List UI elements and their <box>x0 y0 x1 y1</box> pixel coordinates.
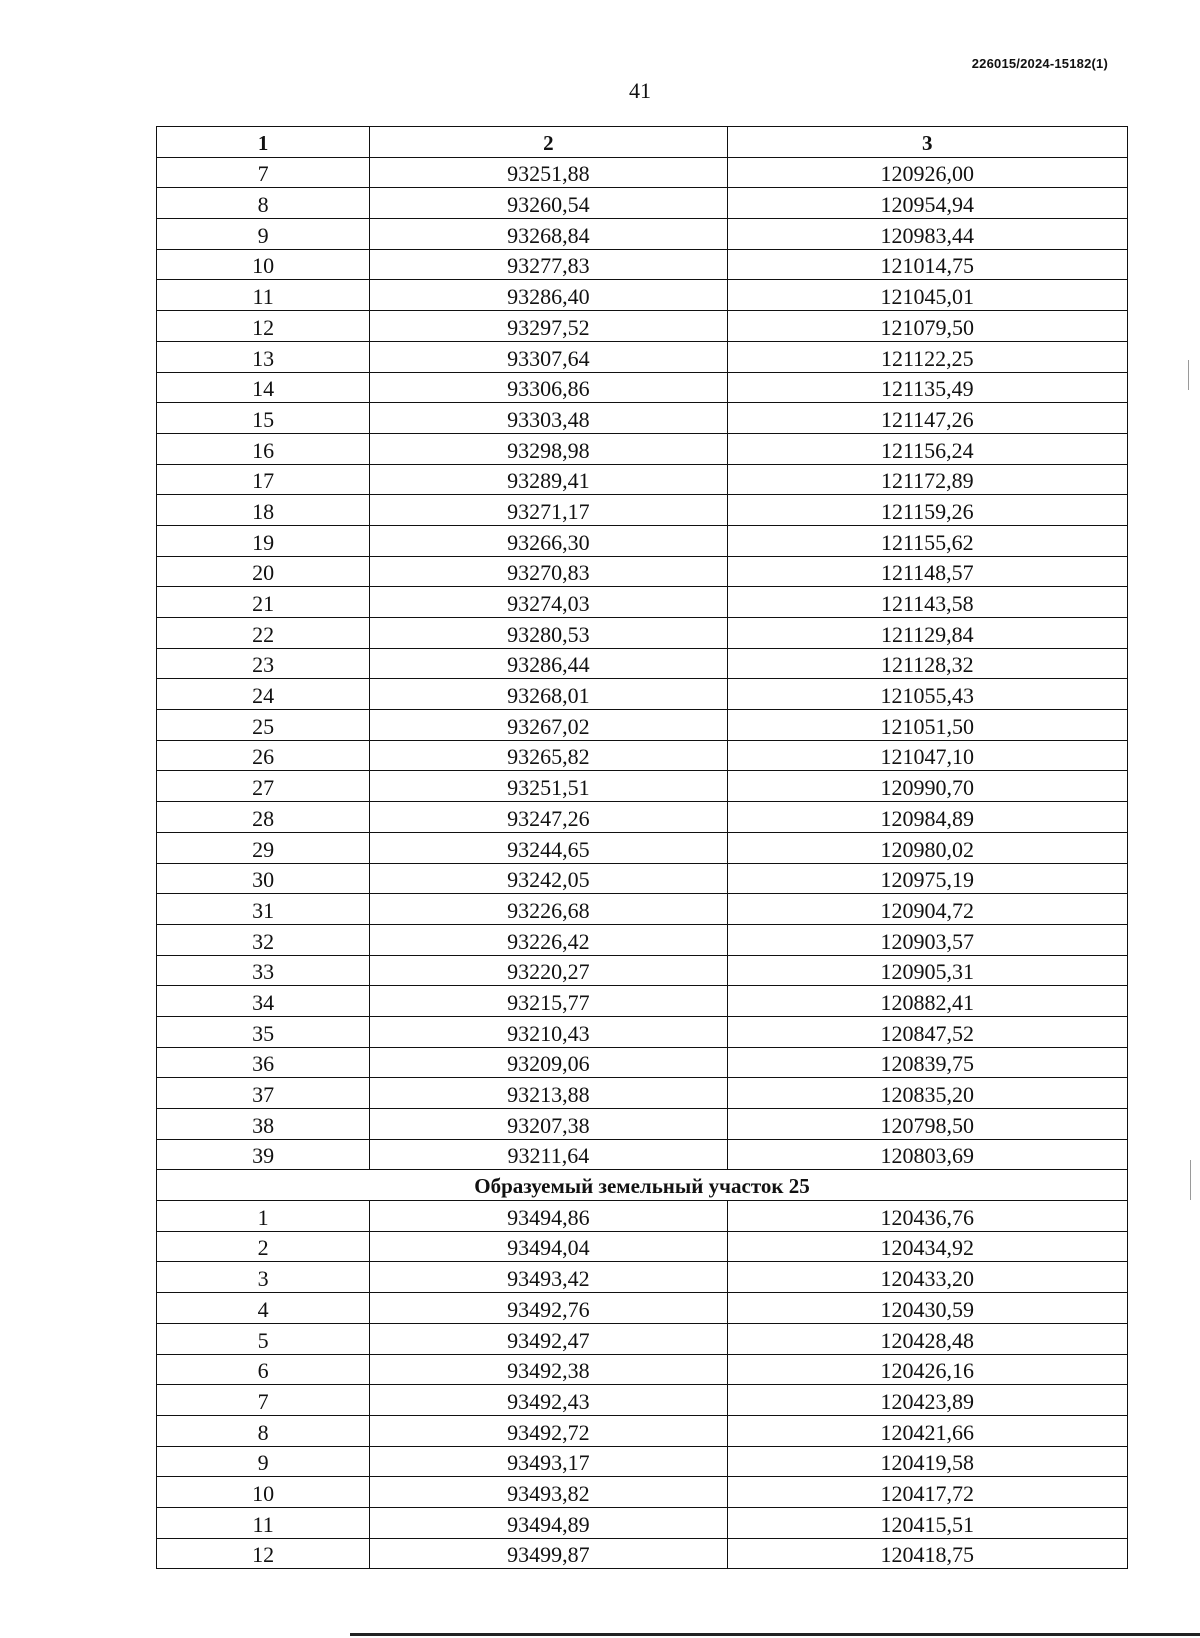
table-row <box>157 1201 1128 1232</box>
table-row <box>157 710 1128 741</box>
cell-x-coordinate: 93209,06 <box>370 1047 727 1078</box>
table-row <box>157 1507 1128 1538</box>
table-row <box>157 802 1128 833</box>
cell-x-coordinate: 93207,38 <box>370 1109 727 1140</box>
cell-point-number: 7 <box>157 1385 370 1416</box>
cell-point-number: 11 <box>157 1507 370 1538</box>
scan-edge-mark <box>1190 1160 1191 1200</box>
cell-y-coordinate: 121159,26 <box>727 495 1127 526</box>
table-row <box>157 771 1128 802</box>
cell-point-number: 9 <box>157 1446 370 1477</box>
cell-x-coordinate: 93289,41 <box>370 464 727 495</box>
cell-point-number: 37 <box>157 1078 370 1109</box>
cell-x-coordinate: 93265,82 <box>370 740 727 771</box>
column-header-y: 3 <box>727 127 1127 158</box>
cell-x-coordinate: 93242,05 <box>370 863 727 894</box>
cell-y-coordinate: 120839,75 <box>727 1047 1127 1078</box>
table-row <box>157 157 1128 188</box>
cell-point-number: 7 <box>157 157 370 188</box>
cell-x-coordinate: 93251,51 <box>370 771 727 802</box>
cell-x-coordinate: 93251,88 <box>370 157 727 188</box>
cell-x-coordinate: 93492,72 <box>370 1415 727 1446</box>
cell-x-coordinate: 93280,53 <box>370 618 727 649</box>
cell-y-coordinate: 120430,59 <box>727 1293 1127 1324</box>
table-row <box>157 587 1128 618</box>
cell-y-coordinate: 121128,32 <box>727 648 1127 679</box>
cell-y-coordinate: 120433,20 <box>727 1262 1127 1293</box>
table-row <box>157 1078 1128 1109</box>
table-row <box>157 832 1128 863</box>
cell-x-coordinate: 93210,43 <box>370 1016 727 1047</box>
column-header-x: 2 <box>370 127 727 158</box>
cell-point-number: 2 <box>157 1231 370 1262</box>
cell-point-number: 38 <box>157 1109 370 1140</box>
cell-x-coordinate: 93226,42 <box>370 924 727 955</box>
table-body-part2 <box>157 1201 1128 1569</box>
cell-point-number: 25 <box>157 710 370 741</box>
bottom-scan-rule <box>350 1633 1200 1636</box>
cell-point-number: 15 <box>157 403 370 434</box>
cell-x-coordinate: 93494,04 <box>370 1231 727 1262</box>
cell-y-coordinate: 121129,84 <box>727 618 1127 649</box>
cell-y-coordinate: 120882,41 <box>727 986 1127 1017</box>
table-row <box>157 1139 1128 1170</box>
cell-point-number: 29 <box>157 832 370 863</box>
cell-point-number: 13 <box>157 341 370 372</box>
table-row <box>157 249 1128 280</box>
section-header-row <box>157 1170 1128 1201</box>
column-header-point-number: 1 <box>157 127 370 158</box>
table-row <box>157 1047 1128 1078</box>
cell-y-coordinate: 121122,25 <box>727 341 1127 372</box>
cell-x-coordinate: 93277,83 <box>370 249 727 280</box>
cell-y-coordinate: 120415,51 <box>727 1507 1127 1538</box>
coordinates-table <box>156 126 1128 1569</box>
cell-point-number: 39 <box>157 1139 370 1170</box>
table-row <box>157 1385 1128 1416</box>
cell-point-number: 10 <box>157 1477 370 1508</box>
cell-x-coordinate: 93247,26 <box>370 802 727 833</box>
cell-y-coordinate: 120984,89 <box>727 802 1127 833</box>
cell-point-number: 18 <box>157 495 370 526</box>
table-row <box>157 1415 1128 1446</box>
cell-point-number: 21 <box>157 587 370 618</box>
cell-point-number: 19 <box>157 525 370 556</box>
table-row <box>157 955 1128 986</box>
cell-point-number: 32 <box>157 924 370 955</box>
cell-x-coordinate: 93286,44 <box>370 648 727 679</box>
cell-point-number: 3 <box>157 1262 370 1293</box>
cell-y-coordinate: 120983,44 <box>727 219 1127 250</box>
section-title: Образуемый земельный участок 25 <box>157 1170 1128 1201</box>
cell-point-number: 11 <box>157 280 370 311</box>
table-row <box>157 986 1128 1017</box>
cell-point-number: 34 <box>157 986 370 1017</box>
cell-point-number: 6 <box>157 1354 370 1385</box>
cell-y-coordinate: 120428,48 <box>727 1323 1127 1354</box>
cell-x-coordinate: 93213,88 <box>370 1078 727 1109</box>
cell-point-number: 22 <box>157 618 370 649</box>
cell-y-coordinate: 121079,50 <box>727 311 1127 342</box>
cell-point-number: 4 <box>157 1293 370 1324</box>
cell-y-coordinate: 121172,89 <box>727 464 1127 495</box>
cell-x-coordinate: 93266,30 <box>370 525 727 556</box>
table-row <box>157 1323 1128 1354</box>
cell-x-coordinate: 93298,98 <box>370 433 727 464</box>
cell-x-coordinate: 93492,43 <box>370 1385 727 1416</box>
cell-point-number: 14 <box>157 372 370 403</box>
cell-y-coordinate: 120423,89 <box>727 1385 1127 1416</box>
cell-y-coordinate: 120434,92 <box>727 1231 1127 1262</box>
cell-y-coordinate: 121143,58 <box>727 587 1127 618</box>
cell-y-coordinate: 120847,52 <box>727 1016 1127 1047</box>
table-row <box>157 188 1128 219</box>
table-row <box>157 1446 1128 1477</box>
cell-x-coordinate: 93286,40 <box>370 280 727 311</box>
cell-x-coordinate: 93492,76 <box>370 1293 727 1324</box>
cell-point-number: 17 <box>157 464 370 495</box>
cell-point-number: 36 <box>157 1047 370 1078</box>
cell-x-coordinate: 93494,89 <box>370 1507 727 1538</box>
section-block <box>157 1170 1128 1201</box>
table-row <box>157 372 1128 403</box>
cell-x-coordinate: 93499,87 <box>370 1538 727 1569</box>
cell-point-number: 8 <box>157 188 370 219</box>
cell-x-coordinate: 93268,84 <box>370 219 727 250</box>
cell-x-coordinate: 93215,77 <box>370 986 727 1017</box>
table-row <box>157 1293 1128 1324</box>
table-row <box>157 556 1128 587</box>
table-row <box>157 894 1128 925</box>
cell-x-coordinate: 93211,64 <box>370 1139 727 1170</box>
cell-y-coordinate: 120436,76 <box>727 1201 1127 1232</box>
cell-y-coordinate: 121148,57 <box>727 556 1127 587</box>
cell-y-coordinate: 121045,01 <box>727 280 1127 311</box>
cell-y-coordinate: 121055,43 <box>727 679 1127 710</box>
cell-x-coordinate: 93271,17 <box>370 495 727 526</box>
cell-y-coordinate: 121147,26 <box>727 403 1127 434</box>
scan-edge-mark <box>1188 360 1189 390</box>
table-header-row <box>157 127 1128 158</box>
cell-point-number: 20 <box>157 556 370 587</box>
cell-x-coordinate: 93493,82 <box>370 1477 727 1508</box>
cell-y-coordinate: 120421,66 <box>727 1415 1127 1446</box>
table-row <box>157 341 1128 372</box>
table-row <box>157 1477 1128 1508</box>
table-row <box>157 1538 1128 1569</box>
cell-x-coordinate: 93493,17 <box>370 1446 727 1477</box>
table-row <box>157 311 1128 342</box>
cell-point-number: 10 <box>157 249 370 280</box>
table-row <box>157 525 1128 556</box>
cell-point-number: 9 <box>157 219 370 250</box>
cell-y-coordinate: 121156,24 <box>727 433 1127 464</box>
cell-y-coordinate: 121155,62 <box>727 525 1127 556</box>
table-row <box>157 1231 1128 1262</box>
cell-point-number: 1 <box>157 1201 370 1232</box>
cell-x-coordinate: 93244,65 <box>370 832 727 863</box>
table-row <box>157 433 1128 464</box>
cell-x-coordinate: 93226,68 <box>370 894 727 925</box>
cell-y-coordinate: 120417,72 <box>727 1477 1127 1508</box>
cell-y-coordinate: 120926,00 <box>727 157 1127 188</box>
cell-y-coordinate: 121135,49 <box>727 372 1127 403</box>
cell-x-coordinate: 93267,02 <box>370 710 727 741</box>
table-row <box>157 464 1128 495</box>
table-row <box>157 1262 1128 1293</box>
cell-x-coordinate: 93297,52 <box>370 311 727 342</box>
cell-y-coordinate: 120835,20 <box>727 1078 1127 1109</box>
cell-y-coordinate: 120803,69 <box>727 1139 1127 1170</box>
cell-point-number: 31 <box>157 894 370 925</box>
cell-x-coordinate: 93270,83 <box>370 556 727 587</box>
table-row <box>157 618 1128 649</box>
table-row <box>157 495 1128 526</box>
table-body-part1 <box>157 157 1128 1170</box>
cell-point-number: 24 <box>157 679 370 710</box>
cell-x-coordinate: 93307,64 <box>370 341 727 372</box>
table-row <box>157 403 1128 434</box>
cell-point-number: 12 <box>157 311 370 342</box>
cell-point-number: 5 <box>157 1323 370 1354</box>
cell-x-coordinate: 93492,38 <box>370 1354 727 1385</box>
table-row <box>157 863 1128 894</box>
table-row <box>157 219 1128 250</box>
document-id: 226015/2024-15182(1) <box>971 56 1108 71</box>
cell-y-coordinate: 120798,50 <box>727 1109 1127 1140</box>
cell-x-coordinate: 93306,86 <box>370 372 727 403</box>
cell-y-coordinate: 120980,02 <box>727 832 1127 863</box>
cell-point-number: 23 <box>157 648 370 679</box>
cell-y-coordinate: 120905,31 <box>727 955 1127 986</box>
cell-x-coordinate: 93268,01 <box>370 679 727 710</box>
cell-y-coordinate: 120426,16 <box>727 1354 1127 1385</box>
cell-y-coordinate: 120903,57 <box>727 924 1127 955</box>
cell-x-coordinate: 93493,42 <box>370 1262 727 1293</box>
cell-y-coordinate: 121051,50 <box>727 710 1127 741</box>
table-row <box>157 1354 1128 1385</box>
cell-x-coordinate: 93492,47 <box>370 1323 727 1354</box>
table-row <box>157 1016 1128 1047</box>
cell-point-number: 33 <box>157 955 370 986</box>
cell-x-coordinate: 93303,48 <box>370 403 727 434</box>
table-row <box>157 924 1128 955</box>
cell-y-coordinate: 120418,75 <box>727 1538 1127 1569</box>
cell-point-number: 16 <box>157 433 370 464</box>
cell-point-number: 28 <box>157 802 370 833</box>
cell-point-number: 26 <box>157 740 370 771</box>
cell-point-number: 27 <box>157 771 370 802</box>
cell-y-coordinate: 120990,70 <box>727 771 1127 802</box>
table-row <box>157 679 1128 710</box>
cell-x-coordinate: 93274,03 <box>370 587 727 618</box>
cell-y-coordinate: 120904,72 <box>727 894 1127 925</box>
cell-y-coordinate: 120954,94 <box>727 188 1127 219</box>
cell-y-coordinate: 121047,10 <box>727 740 1127 771</box>
cell-point-number: 35 <box>157 1016 370 1047</box>
table-row <box>157 740 1128 771</box>
cell-x-coordinate: 93494,86 <box>370 1201 727 1232</box>
cell-y-coordinate: 120975,19 <box>727 863 1127 894</box>
table-row <box>157 1109 1128 1140</box>
cell-y-coordinate: 121014,75 <box>727 249 1127 280</box>
cell-point-number: 12 <box>157 1538 370 1569</box>
page-number: 41 <box>629 78 651 103</box>
cell-y-coordinate: 120419,58 <box>727 1446 1127 1477</box>
cell-x-coordinate: 93260,54 <box>370 188 727 219</box>
table-row <box>157 648 1128 679</box>
cell-point-number: 8 <box>157 1415 370 1446</box>
table-row <box>157 280 1128 311</box>
cell-x-coordinate: 93220,27 <box>370 955 727 986</box>
cell-point-number: 30 <box>157 863 370 894</box>
